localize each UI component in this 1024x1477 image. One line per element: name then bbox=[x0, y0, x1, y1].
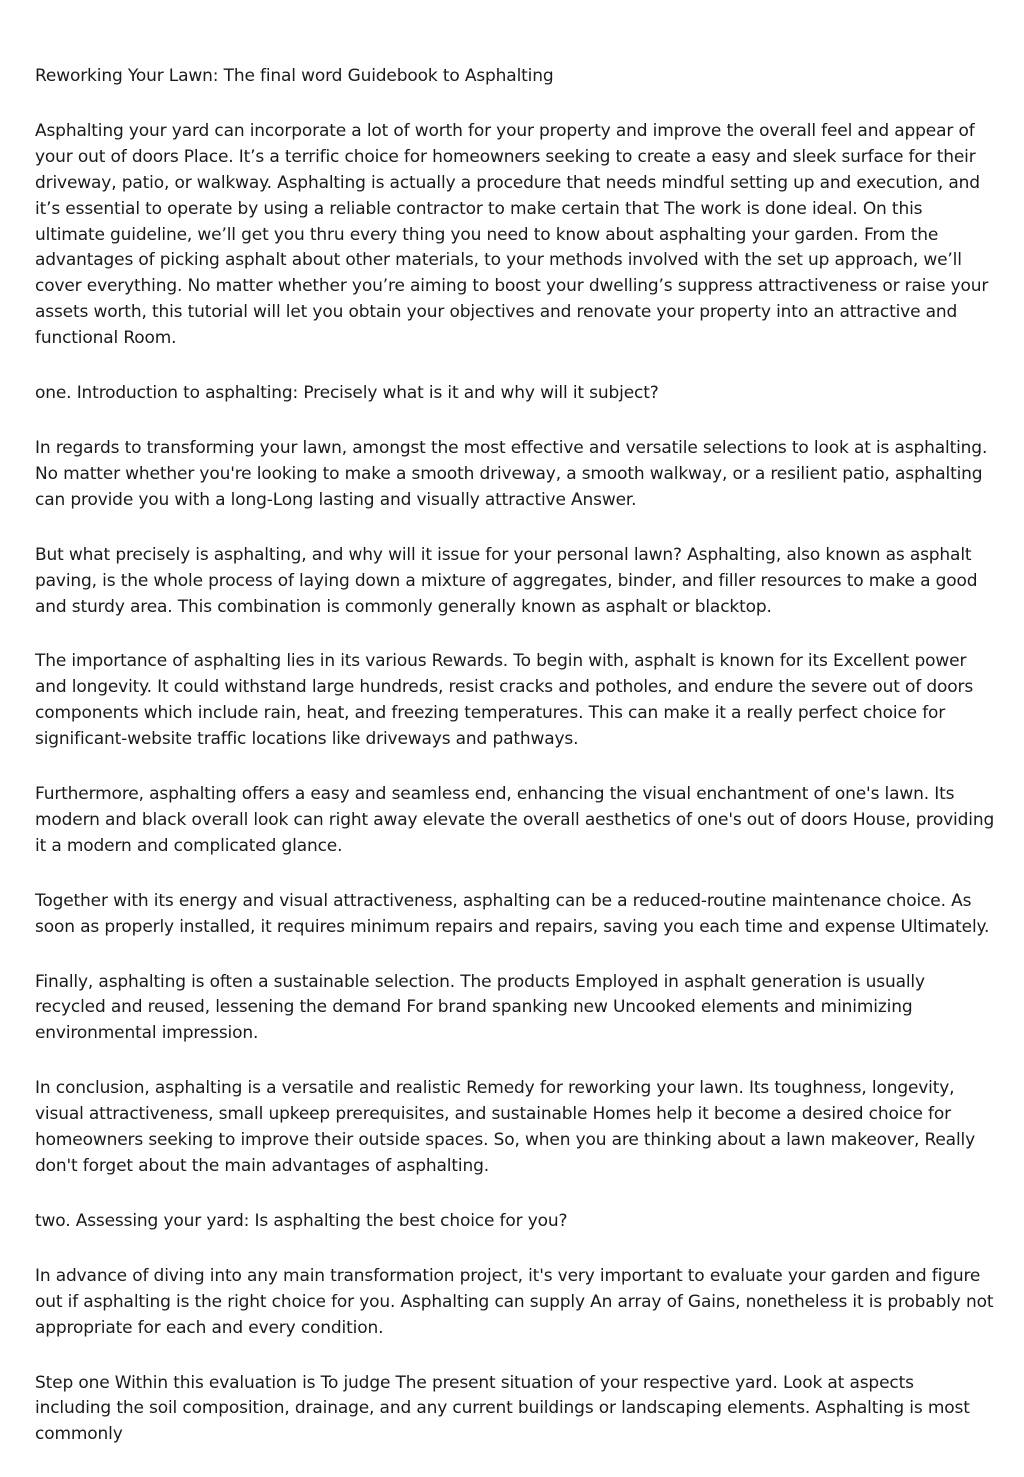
paragraph: In advance of diving into any main transformation project, it's very important to evaluate your garden and figure out if asphalting is the right choice for you. Asphalting can supply An array of Gains, nonetheless it is probably not appropriate for each and every condition. bbox=[35, 1265, 994, 1338]
paragraph: In conclusion, asphalting is a versatile and realistic Remedy for reworking your lawn. Its toughness, longevity, visual attractiveness, small upkeep prerequisites, and sustainable Homes help it become a desired choice for homeowners seeking to improve their outside spaces. So, when you are thinking about a lawn makeover, Really don't forget about the main advantages of asphalting. bbox=[35, 1078, 976, 1176]
document-title: Reworking Your Lawn: The final word Guidebook to Asphalting bbox=[35, 66, 554, 86]
paragraph: Together with its energy and visual attractiveness, asphalting can be a reduced-routine maintenance choice. As soon as properly installed, it requires minimum repairs and repairs, saving you each time and expense Ultimately. bbox=[35, 890, 990, 937]
paragraph: But what precisely is asphalting, and why will it issue for your personal lawn? Asphalting, also known as asphalt paving, is the whole process of laying down a mixture of aggregates, binder, and filler resources to make a good and sturdy area. This combination is commonly generally known as asphalt or blacktop. bbox=[35, 544, 978, 617]
paragraph: Finally, asphalting is often a sustainable selection. The products Employed in asphalt generation is usually recycled and reused, lessening the demand For brand spanking new Uncooked elements and minimizing environmental impression. bbox=[35, 971, 925, 1044]
paragraph: Furthermore, asphalting offers a easy and seamless end, enhancing the visual enchantment of one's lawn. Its modern and black overall look can right away elevate the overall aesthetics of one's out of doors House, providing it a modern and complicated glance. bbox=[35, 784, 995, 856]
paragraph: The importance of asphalting lies in its various Rewards. To begin with, asphalt is known for its Excellent power and longevity. It could withstand large hundreds, resist cracks and potholes, and endure the severe out of doors components which include rain, heat, and freezing temperatures. This can make it a really perfect choice for significant-website traffic locations like driveways and pathways. bbox=[35, 651, 974, 750]
paragraph: In regards to transforming your lawn, amongst the most effective and versatile selections to look at is asphalting. No matter whether you're looking to make a smooth driveway, a smooth walkway, or a resilient patio, asphalting can provide you with a long-Long lasting and visually attractive Answer. bbox=[35, 437, 988, 510]
section-heading-1: one. Introduction to asphalting: Precisely what is it and why will it subject? bbox=[35, 383, 659, 404]
document-page bbox=[35, 64, 995, 1477]
paragraph-intro: Asphalting your yard can incorporate a lot of worth for your property and improve the overall feel and appear of your out of doors Place. It’s a terrific choice for homeowners seeking to create a easy and sleek surface for their driveway, patio, or walkway. Asphalting is actually a procedure that needs mindful setting up and execution, and it’s essential to operate by using a reliable contractor to make certain that The work is done ideal. On this ultimate guideline, we’ll get you thru every thing you need to know about asphalting your garden. From the advantages of picking asphalt about other materials, to your methods involved with the set up approach, we’ll cover everything. No matter whether you’re aiming to boost your dwelling’s suppress attractiveness or raise your assets worth, this tutorial will let you obtain your objectives and renovate your property into an attractive and functional Room. bbox=[35, 120, 989, 349]
paragraph: Step one Within this evaluation is To judge The present situation of your respective yard. Look at aspects including the soil composition, drainage, and any current buildings or landscaping elements. Asphalting is most commonly bbox=[35, 1372, 970, 1445]
section-heading-2: two. Assessing your yard: Is asphalting the best choice for you? bbox=[35, 1210, 568, 1231]
